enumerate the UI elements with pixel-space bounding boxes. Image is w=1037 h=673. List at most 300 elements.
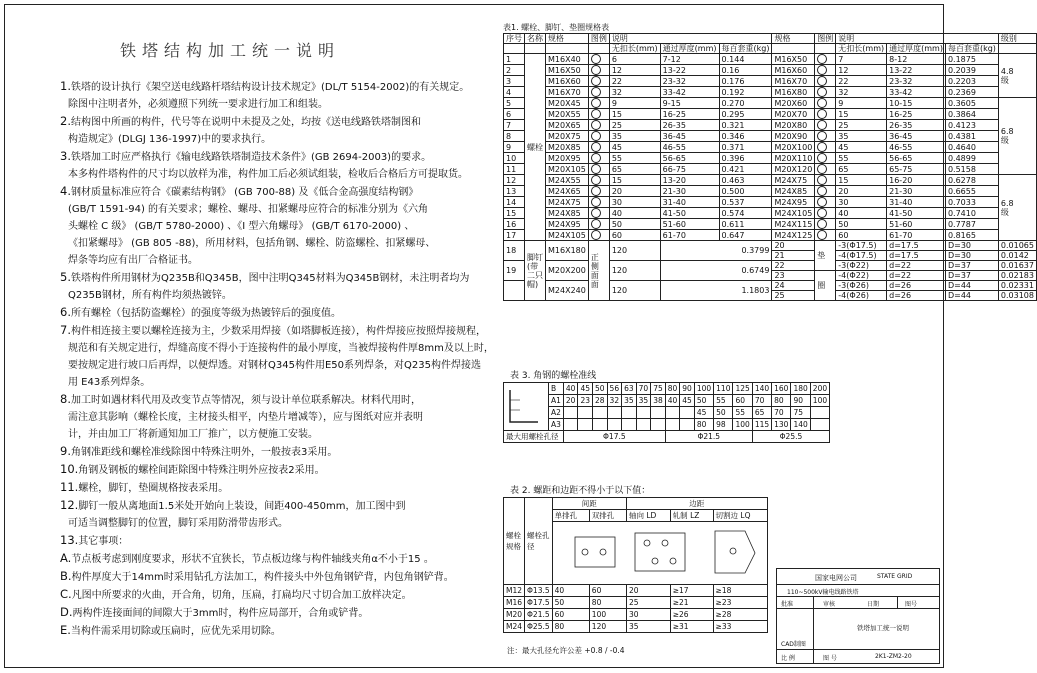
spacing-sketch-icon [552, 522, 767, 585]
weight-cell: 0.4640 [945, 142, 998, 153]
washer-weight: 0.02183 [998, 271, 1036, 281]
gauge-cell: 140 [791, 419, 810, 431]
grip-cell: 50 [836, 219, 887, 230]
gauge-cell: 40 [563, 383, 578, 395]
thickness-cell: 10-15 [887, 98, 946, 109]
bolt-symbol-icon [815, 87, 836, 98]
gauge-cell: 130 [772, 419, 791, 431]
bolt-symbol-icon [815, 76, 836, 87]
spacing-cell-e3: ≥18 [713, 585, 767, 597]
note-number: 2. [60, 114, 71, 128]
spec-cell: M20X85 [546, 142, 589, 153]
gauge-cell: 45 [694, 407, 713, 419]
washer-d: d=17.5 [887, 251, 946, 261]
bolt-symbol-icon [815, 120, 836, 131]
note-number: 6. [60, 305, 71, 319]
washer-d: d=17.5 [887, 241, 946, 251]
washer-weight: 0.01065 [998, 241, 1036, 251]
note-text: 节点板考虑到刚度要求，形状不宜狭长，节点板边缘与构件轴线夹角α不小于15 。 [71, 554, 434, 565]
washer-label: 垫 [815, 241, 836, 271]
gauge-cell [665, 419, 680, 431]
note-line [60, 287, 480, 304]
t2-h-double: 双排孔 [589, 510, 626, 522]
page-title: 铁塔结构加工统一说明 [120, 41, 341, 60]
row-number: 8 [504, 131, 525, 142]
gauge-cell [578, 419, 593, 431]
row-number: 11 [504, 164, 525, 175]
brand-logo: STATE GRID [877, 573, 913, 580]
table3-caption: 表 3. 角钢的螺栓准线 [510, 371, 597, 381]
grade-cell [998, 98, 1036, 175]
notes-list [60, 78, 494, 640]
weight-cell: 0.16 [719, 65, 772, 76]
bolt-symbol-icon [815, 219, 836, 230]
bolt-symbol-icon [588, 87, 609, 98]
note-text: 螺栓，脚钉，垫圈规格按表采用。 [78, 483, 229, 494]
note-text: 角钢准距线和螺栓准线除图中特殊注明外，一般按表3采用。 [70, 447, 338, 458]
note-line [60, 148, 480, 166]
washer-weight: 0.0142 [998, 251, 1036, 261]
washer-label: 圈 [815, 271, 836, 301]
note-text: 本多构件塔构件的尺寸均以放样为准，构件加工后必须试组装，检收后合格后方可提取货。 [68, 169, 468, 180]
spec-cell: M16X50 [546, 65, 589, 76]
t2-h-single: 单排孔 [552, 510, 589, 522]
row-number: 4 [504, 87, 525, 98]
gauge-cell [680, 407, 695, 419]
grade-unit: 级 [1000, 207, 1009, 217]
gauge-cell [622, 407, 637, 419]
note-text: 可适当调整脚钉的位置，脚钉采用防滑带齿形式。 [68, 518, 288, 529]
spec-cell: M20X80 [772, 120, 815, 131]
washer-spec: -4(Φ22) [836, 271, 887, 281]
row-number [504, 281, 525, 301]
spacing-cell-h: Φ25.5 [525, 621, 553, 633]
spacing-cell-b: M16 [504, 597, 525, 609]
row-number: 17 [504, 230, 525, 241]
note-number: D. [60, 605, 73, 619]
note-number: B. [60, 569, 72, 583]
grip-cell: 22 [836, 76, 887, 87]
weight-cell: 0.574 [719, 208, 772, 219]
note-number: 1. [60, 79, 71, 93]
spec-cell: M20X105 [546, 164, 589, 175]
thickness-cell: 7-12 [660, 54, 719, 65]
thickness-cell: 56-65 [660, 153, 719, 164]
spacing-cell-e1: 25 [626, 597, 670, 609]
thickness-cell: 9-15 [660, 98, 719, 109]
bolt-symbol-icon [588, 219, 609, 230]
spec-cell: M24X75 [546, 197, 589, 208]
washer-spec: -4(Φ17.5) [836, 251, 887, 261]
bolt-symbol-icon [815, 131, 836, 142]
thickness-cell: 61-70 [660, 230, 719, 241]
table1-subheader: 通过厚度(mm) [887, 44, 946, 54]
spec-cell: M16X180 [546, 241, 589, 261]
t2-h-bolt: 螺栓规格 [504, 498, 525, 585]
thickness-cell: 16-20 [887, 175, 946, 186]
note-number: 13. [60, 533, 79, 547]
bolt-symbol-icon [815, 65, 836, 76]
row-number: 18 [504, 241, 525, 261]
tb-review: 审核 [823, 601, 836, 608]
gauge-row-label: A3 [549, 419, 564, 431]
note-text: 构件厚度大于14mm时采用钻孔方法加工，构件接头中外包角钢铲背，内包角钢铲背。 [71, 572, 454, 583]
bolt-symbol-icon [815, 142, 836, 153]
gauge-cell: 180 [791, 383, 810, 395]
spec-cell: M20X100 [772, 142, 815, 153]
note-text: 结构图中所画的构件，代号等在说明中未提及之处，均按《送电线路铁塔制图和 [70, 117, 421, 128]
weight-cell: 0.4899 [945, 153, 998, 164]
grip-cell: 55 [836, 153, 887, 164]
grip-cell: 60 [609, 230, 660, 241]
gauge-cell: 75 [651, 383, 666, 395]
weight-cell: 0.647 [719, 230, 772, 241]
gauge-cell: 100 [694, 383, 713, 395]
gauge-cell: 28 [593, 395, 608, 407]
note-text: 加工时如遇材料代用及改变节点等情况，须与设计单位联系解决。材料代用时， [70, 395, 421, 406]
spacing-cell-h: Φ17.5 [525, 597, 553, 609]
gauge-cell: 70 [772, 407, 791, 419]
note-line [60, 409, 480, 426]
spec-cell: M20X70 [772, 109, 815, 120]
gauge-cell: 98 [714, 419, 733, 431]
thickness-cell: 21-30 [660, 186, 719, 197]
weight-cell: 0.346 [719, 131, 772, 142]
note-line [60, 131, 480, 148]
bolt-symbol-icon [588, 197, 609, 208]
t2-h-hole: 螺栓孔径 [525, 498, 553, 585]
thickness-cell: 41-50 [887, 208, 946, 219]
grip-cell: 7 [836, 54, 887, 65]
note-text: 要按规定进行坡口后再焊，以便焊透。对钢材Q345构件用E50系列焊条，对Q235构件焊接选 [68, 360, 481, 371]
gauge-cell [607, 419, 622, 431]
spec-cell: M24X105 [772, 208, 815, 219]
table1-subheader: 无扣长(mm) [836, 44, 887, 54]
note-text: 用 E43系列焊条。 [68, 377, 151, 388]
grip-cell: 120 [609, 281, 660, 301]
row-number: 5 [504, 98, 525, 109]
bolt-symbol-icon [588, 109, 609, 120]
bolt-symbol-icon [815, 153, 836, 164]
thickness-cell: 13-22 [660, 65, 719, 76]
t2-h-pitch: 间距 [552, 498, 626, 510]
row-number: 3 [504, 76, 525, 87]
bolt-symbol-icon [815, 175, 836, 186]
washer-weight: 0.01637 [998, 261, 1036, 271]
grip-cell: 15 [836, 175, 887, 186]
grip-cell: 30 [836, 197, 887, 208]
weight-cell: 0.8165 [945, 230, 998, 241]
note-text: 铁塔的设计执行《架空送电线路杆塔结构设计技术规定》(DL/T 5154-2002)的有关规定。 [70, 82, 470, 93]
grip-cell: 20 [836, 186, 887, 197]
spec-cell: M20X95 [546, 153, 589, 164]
table1-header: 图例 [815, 34, 836, 44]
washer-number: 25 [772, 291, 815, 301]
spec-cell: M16X70 [546, 87, 589, 98]
washer-spec: -3(Φ17.5) [836, 241, 887, 251]
grade-cell [998, 54, 1036, 98]
tb-scale: 比 例 [781, 655, 795, 662]
drawing-number: 2K1-ZM2-20 [875, 653, 912, 660]
table1-subheader [588, 44, 609, 54]
row-number: 7 [504, 120, 525, 131]
row-number: 9 [504, 142, 525, 153]
washer-d: d=22 [887, 261, 946, 271]
weight-cell: 0.144 [719, 54, 772, 65]
bolt-symbol-icon [815, 54, 836, 65]
row-number: 2 [504, 65, 525, 76]
spacing-cell-e2: ≥31 [670, 621, 713, 633]
note-line [60, 532, 480, 550]
gauge-cell: 55 [714, 395, 733, 407]
thickness-cell: 46-55 [660, 142, 719, 153]
grip-cell: 25 [836, 120, 887, 131]
spec-cell: M20X75 [546, 131, 589, 142]
spacing-cell-s: 60 [552, 609, 589, 621]
max-hole-value: Φ21.5 [665, 431, 752, 443]
spacing-cell-s: 80 [552, 621, 589, 633]
table1-caption: 表1. 螺栓、脚钉、垫圈规格表 [503, 23, 610, 32]
grade-value: 4.8 [1000, 66, 1014, 76]
t2-h-e3: 切割边 LQ [713, 510, 767, 522]
gauge-row-label: B [549, 383, 564, 395]
washer-D: D=37 [945, 271, 998, 281]
note-line [60, 183, 480, 201]
note-line [60, 235, 480, 252]
spacing-cell-b: M20 [504, 609, 525, 621]
thickness-cell: 66-75 [660, 164, 719, 175]
spec-cell: M24X95 [772, 197, 815, 208]
bolt-symbol-icon [588, 175, 609, 186]
gauge-cell [651, 419, 666, 431]
gauge-cell [578, 407, 593, 419]
spec-cell: M24X105 [546, 230, 589, 241]
washer-number: 24 [772, 281, 815, 291]
spec-cell: M20X200 [546, 261, 589, 281]
thickness-cell: 13-20 [660, 175, 719, 186]
table1-subheader: 每百套重(kg) [945, 44, 998, 54]
gauge-cell [665, 407, 680, 419]
thickness-cell: 36-45 [660, 131, 719, 142]
note-number: C. [60, 587, 72, 601]
grade-unit: 级 [1000, 136, 1009, 145]
note-text: 角钢及钢板的螺栓间距除图中特殊注明外应按表2采用。 [78, 465, 325, 476]
gauge-cell: 50 [593, 383, 608, 395]
grip-cell: 15 [609, 109, 660, 120]
bolt-symbol-icon [588, 208, 609, 219]
tb-cad: CAD制图 [781, 641, 806, 648]
grip-cell: 120 [609, 241, 660, 261]
grip-cell: 65 [609, 164, 660, 175]
tb-no: 图 号 [823, 655, 837, 662]
bolt-symbol-icon [588, 120, 609, 131]
weight-cell: 0.7410 [945, 208, 998, 219]
weight-cell: 0.611 [719, 219, 772, 230]
note-line [60, 304, 480, 322]
gauge-cell [622, 419, 637, 431]
grade-value: 6.8 [1000, 127, 1014, 136]
grip-cell: 22 [609, 76, 660, 87]
weight-cell: 0.7033 [945, 197, 998, 208]
weight-cell: 0.463 [719, 175, 772, 186]
gauge-cell [636, 419, 651, 431]
thickness-cell: 16-25 [887, 109, 946, 120]
bolt-symbol-icon [588, 54, 609, 65]
bolt-symbol-icon [815, 164, 836, 175]
row-number: 13 [504, 186, 525, 197]
row-number: 1 [504, 54, 525, 65]
grip-cell: 120 [609, 261, 660, 281]
tb-date: 日期 [867, 601, 880, 608]
grip-cell: 55 [609, 153, 660, 164]
spec-cell: M16X60 [772, 65, 815, 76]
washer-number: 21 [772, 251, 815, 261]
weight-cell: 0.2039 [945, 65, 998, 76]
note-line [60, 78, 480, 96]
note-text: 需注意其影响（螺栓长度，主材接头相平，内垫片增减等），应与图纸对应并表明 [68, 412, 423, 423]
table1-header: 说明 [836, 34, 999, 44]
table1-subheader [815, 44, 836, 54]
bolt-spacing-table [503, 497, 768, 633]
bolt-spacing-icon [555, 523, 765, 581]
weight-cell: 0.4123 [945, 120, 998, 131]
weight-cell: 0.537 [719, 197, 772, 208]
spacing-cell-e1: 20 [626, 585, 670, 597]
grip-cell: 65 [836, 164, 887, 175]
grip-cell: 32 [609, 87, 660, 98]
grip-cell: 40 [609, 208, 660, 219]
spec-cell: M20X45 [546, 98, 589, 109]
grip-cell: 45 [609, 142, 660, 153]
note-line [60, 426, 480, 443]
gauge-cell: 40 [665, 395, 680, 407]
thickness-cell: 26-35 [887, 120, 946, 131]
max-hole-value: Φ25.5 [752, 431, 829, 443]
spec-cell: M20X90 [772, 131, 815, 142]
gauge-cell [563, 419, 578, 431]
grip-cell: 40 [836, 208, 887, 219]
weight-cell: 0.3605 [945, 98, 998, 109]
gauge-cell [607, 407, 622, 419]
spacing-cell-e2: ≥26 [670, 609, 713, 621]
spec-cell: M16X40 [546, 54, 589, 65]
thickness-cell: 56-65 [887, 153, 946, 164]
spec-cell: M20X120 [772, 164, 815, 175]
gauge-cell [593, 407, 608, 419]
spec-cell: M24X115 [772, 219, 815, 230]
washer-spec: -3(Φ22) [836, 261, 887, 271]
gauge-cell: 35 [622, 395, 637, 407]
thickness-cell: 13-22 [887, 65, 946, 76]
weight-cell: 0.3799 [660, 241, 772, 261]
max-hole-label: 最大用螺栓孔径 [504, 431, 564, 443]
thickness-cell: 41-50 [660, 208, 719, 219]
spacing-cell-d: 60 [589, 585, 626, 597]
bolt-symbol-icon [588, 230, 609, 241]
note-line [60, 252, 480, 269]
bolt-symbol-icon [588, 164, 609, 175]
spacing-cell-b: M24 [504, 621, 525, 633]
grade-cell [998, 175, 1036, 241]
note-number: 3. [60, 149, 71, 163]
t2-h-edge: 边距 [626, 498, 767, 510]
note-number: 4. [60, 184, 71, 198]
bolt-symbol-icon [588, 65, 609, 76]
washer-D: D=37 [945, 261, 998, 271]
bolt-symbol-icon [815, 208, 836, 219]
table1-header: 规格 [546, 34, 589, 44]
company-name: 国家电网公司 [815, 574, 857, 582]
gauge-cell: 32 [607, 395, 622, 407]
grip-cell: 20 [609, 186, 660, 197]
weight-cell: 1.1803 [660, 281, 772, 301]
spacing-cell-e3: ≥28 [713, 609, 767, 621]
group-name: 螺栓 [525, 54, 546, 241]
note-line [60, 269, 480, 287]
angle-sketch-icon [504, 383, 549, 431]
note-text: 构造规定》(DLGJ 136-1997)中的要求执行。 [68, 134, 272, 145]
grip-cell: 45 [836, 142, 887, 153]
grip-cell: 60 [836, 230, 887, 241]
gauge-cell: 45 [680, 395, 695, 407]
bolt-symbol-icon [588, 153, 609, 164]
thickness-cell: 8-12 [887, 54, 946, 65]
note-line [60, 497, 480, 515]
thickness-cell: 21-30 [887, 186, 946, 197]
spacing-cell-s: 40 [552, 585, 589, 597]
angle-steel-icon [506, 386, 542, 426]
grip-cell: 32 [836, 87, 887, 98]
grade-value: 6.8 [1000, 198, 1014, 208]
spacing-cell-h: Φ13.5 [525, 585, 553, 597]
grip-cell: 30 [609, 197, 660, 208]
table2-note: 注：最大孔径允许公差 +0.8 / -0.4 [507, 646, 625, 655]
gauge-cell [593, 419, 608, 431]
gauge-cell: 80 [772, 395, 791, 407]
weight-cell: 0.295 [719, 109, 772, 120]
gauge-cell: 35 [636, 395, 651, 407]
weight-cell: 0.2369 [945, 87, 998, 98]
spacing-cell-b: M12 [504, 585, 525, 597]
bolt-symbol-icon [815, 98, 836, 109]
row-number: 15 [504, 208, 525, 219]
row-number: 16 [504, 219, 525, 230]
gauge-cell [810, 419, 829, 431]
note-line [60, 586, 480, 604]
gauge-cell [810, 407, 829, 419]
gauge-cell: 140 [752, 383, 771, 395]
spacing-cell-e2: ≥17 [670, 585, 713, 597]
note-text: 头螺栓 C 级》 (GB/T 5780-2000) 、《I 型六角螺母》 (GB/T 6170-2000) 、 [68, 221, 415, 232]
gauge-cell: 125 [733, 383, 752, 395]
weight-cell: 0.500 [719, 186, 772, 197]
grip-cell: 12 [609, 65, 660, 76]
note-line [60, 391, 480, 409]
note-line [60, 622, 480, 640]
table1-header: 说明 [609, 34, 772, 44]
gauge-cell [563, 407, 578, 419]
note-line [60, 374, 480, 391]
note-number: 12. [60, 498, 79, 512]
gauge-cell: 55 [733, 407, 752, 419]
weight-cell: 0.270 [719, 98, 772, 109]
thickness-cell: 31-40 [887, 197, 946, 208]
grade-unit: 级 [1000, 75, 1009, 85]
note-text: 脚钉一般从离地面1.5米处开始向上装设，间距400-450mm，加工图中到 [78, 501, 406, 512]
note-text: 计，并由加工厂将新通知加工厂推广，以方便施工安装。 [68, 429, 318, 440]
spec-cell: M20X65 [546, 120, 589, 131]
gauge-cell: 70 [752, 395, 771, 407]
